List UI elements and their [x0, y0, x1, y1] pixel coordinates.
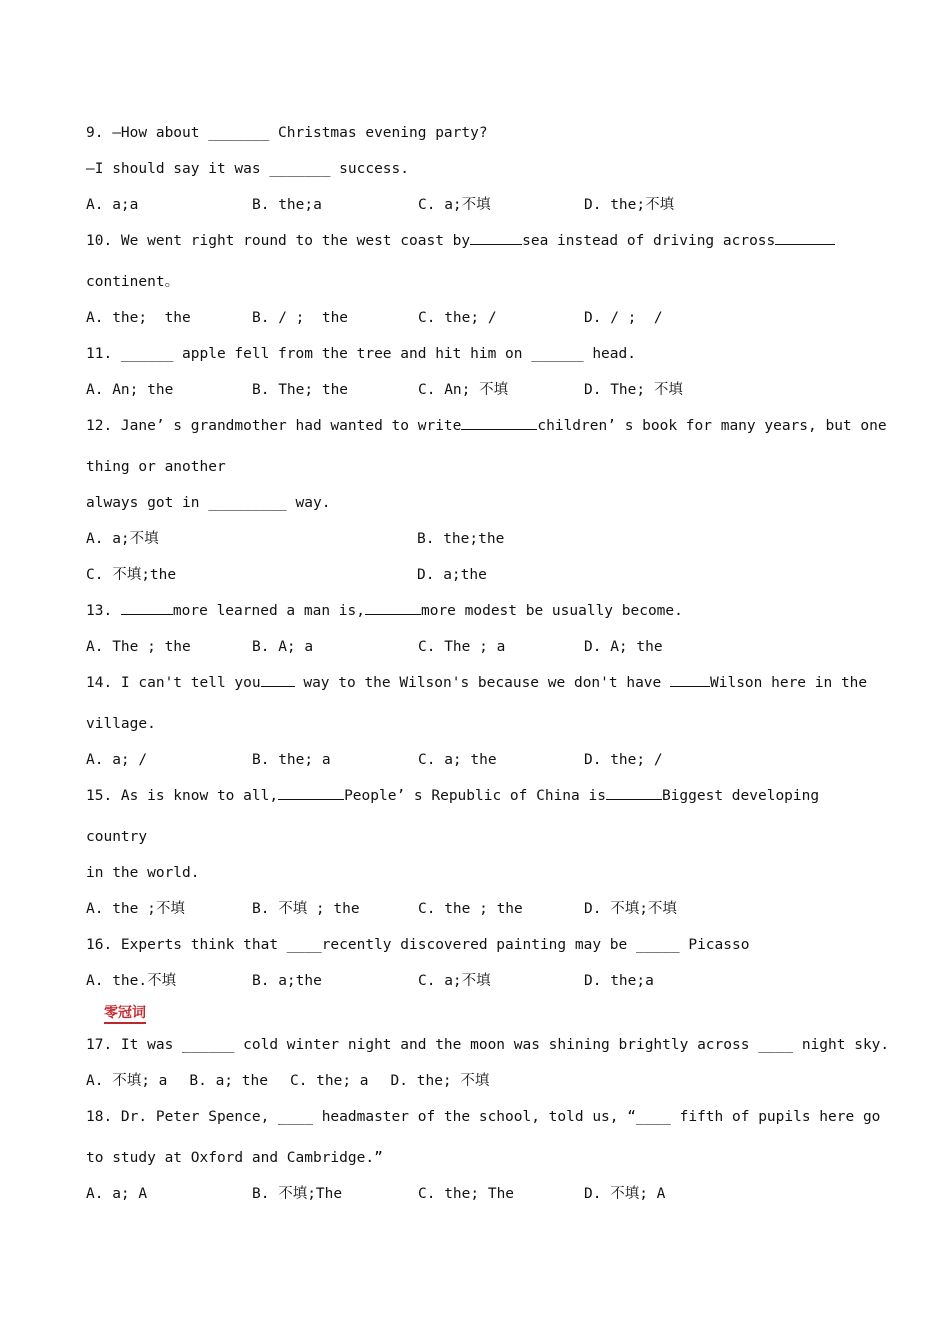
question-11 [86, 343, 876, 401]
option-d: D. / ; / [584, 310, 663, 326]
option-a: A. a;a [86, 197, 139, 213]
answer-blank [261, 672, 295, 687]
question-18-line-1: 18. Dr. Peter Spence, ____ headmaster of the school, told us, “____ fifth of pupils here go [86, 1109, 881, 1125]
question-9 [86, 122, 876, 216]
question-12-line-2: thing or another [86, 459, 226, 475]
question-11-line-1: 11. ______ apple fell from the tree and hit him on ______ head. [86, 346, 636, 362]
question-18-options [86, 1183, 876, 1205]
question-15-line-3: in the world. [86, 865, 200, 881]
option-a: A. the.不填 [86, 973, 177, 989]
option-b: B. the;a [252, 197, 322, 213]
option-b: B. 不填;The [252, 1186, 343, 1202]
question-17 [86, 1034, 890, 1092]
question-16 [86, 934, 876, 992]
question-10 [86, 230, 876, 329]
question-11-options [86, 379, 876, 401]
option-c: C. the ; the [418, 901, 523, 917]
option-d: D. the; / [584, 752, 663, 768]
question-15-line-1: 15. As is know to all, People’ s Republic of China is Biggest developing [86, 785, 876, 807]
option-d: D. the; 不填 [390, 1073, 490, 1089]
option-a: A. 不填; a [86, 1073, 168, 1089]
question-14 [86, 672, 876, 771]
question-15 [86, 785, 876, 920]
question-16-options [86, 970, 876, 992]
answer-blank [278, 785, 344, 800]
question-12-line-3: always got in _________ way. [86, 495, 331, 511]
option-d: D. The; 不填 [584, 382, 683, 398]
option-c: C. An; 不填 [418, 382, 509, 398]
question-18-line-2: to study at Oxford and Cambridge.” [86, 1150, 383, 1166]
option-a: A. a;不填 [86, 531, 159, 547]
section-label-zero-article: 零冠词 [104, 1004, 146, 1024]
option-b: B. the; a [252, 752, 331, 768]
question-12-options-row-2 [86, 564, 876, 586]
question-18 [86, 1106, 881, 1205]
question-10-line-2: continent。 [86, 274, 180, 290]
option-a: A. The ; the [86, 639, 191, 655]
question-12-options-row-1 [86, 528, 876, 550]
option-d: D. 不填; A [584, 1186, 666, 1202]
option-a: A. the; the [86, 310, 191, 326]
option-c: C. 不填;the [86, 567, 177, 583]
option-c: C. The ; a [418, 639, 506, 655]
question-9-options [86, 194, 876, 216]
option-d: D. a;the [417, 567, 487, 583]
option-b: B. / ; the [252, 310, 349, 326]
option-b: B. The; the [252, 382, 349, 398]
option-b: B. 不填 ; the [252, 901, 360, 917]
option-c: C. a;不填 [418, 197, 491, 213]
question-17-line-1: 17. It was ______ cold winter night and the moon was shining brightly across ____ night sky. [86, 1037, 890, 1053]
section-heading [86, 1002, 876, 1024]
option-d: D. the;a [584, 973, 654, 989]
option-c: C. the; a [289, 1073, 369, 1089]
option-a: A. the ;不填 [86, 901, 185, 917]
question-10-options [86, 307, 876, 329]
question-16-line-1: 16. Experts think that ____recently discovered painting may be _____ Picasso [86, 937, 750, 953]
option-b: B. the;the [417, 531, 505, 547]
question-13-line-1: 13. more learned a man is, more modest be usually become. [86, 600, 876, 622]
option-c: C. a; the [418, 752, 497, 768]
option-c: C. a;不填 [418, 973, 491, 989]
option-a: A. a; / [86, 752, 148, 768]
answer-blank [365, 600, 421, 615]
question-14-line-2: village. [86, 716, 156, 732]
option-c: C. the; / [418, 310, 497, 326]
option-a: A. An; the [86, 382, 174, 398]
question-9-line-1: 9. —How about _______ Christmas evening party? [86, 125, 488, 141]
question-14-options [86, 749, 876, 771]
question-13-options [86, 636, 876, 658]
option-d: D. the;不填 [584, 197, 675, 213]
answer-blank [670, 672, 710, 687]
answer-blank [470, 230, 522, 245]
question-15-line-2: country [86, 829, 148, 845]
option-d: D. 不填;不填 [584, 901, 677, 917]
question-17-options [86, 1070, 876, 1092]
answer-blank [606, 785, 662, 800]
answer-blank [775, 230, 835, 245]
question-10-line-1: 10. We went right round to the west coast by sea instead of driving across [86, 230, 876, 252]
option-a: A. a; A [86, 1186, 148, 1202]
option-d: D. A; the [584, 639, 663, 655]
worksheet [86, 122, 890, 1205]
question-12-line-1: 12. Jane’ s grandmother had wanted to write children’ s book for many years, but one [86, 415, 876, 437]
option-b: B. a; the [189, 1073, 268, 1089]
option-b: B. a;the [252, 973, 322, 989]
option-c: C. the; The [418, 1186, 515, 1202]
option-b: B. A; a [252, 639, 314, 655]
question-14-line-1: 14. I can't tell you way to the Wilson's because we don't have Wilson here in the [86, 672, 876, 694]
question-9-line-2: —I should say it was _______ success. [86, 161, 410, 177]
question-12 [86, 415, 887, 586]
answer-blank [461, 415, 537, 430]
question-15-options [86, 898, 876, 920]
question-13 [86, 600, 876, 658]
answer-blank [121, 600, 173, 615]
